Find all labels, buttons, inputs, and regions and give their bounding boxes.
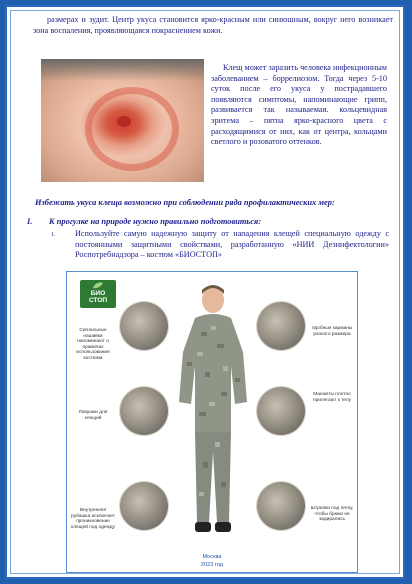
leaf-icon <box>92 282 104 289</box>
logo-line-2: СТОП <box>88 297 108 304</box>
detail-cuffs-circle <box>257 387 305 435</box>
caption-stirrups: Штрипки под пятку, чтобы брюки не задирались <box>310 506 354 523</box>
prevention-heading: Избежать укуса клеща возможно при соблюдении ряда профилактических мер: <box>35 198 335 207</box>
logo-line-1: БИО <box>90 290 106 297</box>
caption-patches: Сигнальные нашивки напоминают о правилах использования костюма <box>76 328 110 361</box>
detail-pockets-circle <box>257 302 305 350</box>
caption-pockets: Удобные карманы разного размера <box>311 326 353 337</box>
list-item-1 <box>27 217 397 228</box>
caption-inner-shirt: Внутренняя рубашка исключает проникновение клещей под одежду <box>71 508 115 530</box>
city-label: Москва <box>202 554 222 560</box>
borreliosis-paragraph: Клещ может заразить человека инфекционным заболеванием – боррелиозом. Тогда через 5-10 суток после его укуса у пострадавшего появляются симптомы, напоминающие грипп, развивается так называемая. кольцевидная эритема – пятна ярко-красного цвета с расходящимися от них, как от центра, кольцами светлого и розоватого оттенков. <box>211 63 387 147</box>
erythema-photo <box>41 59 204 182</box>
caption-traps: Ловушки для клещей <box>78 410 108 421</box>
document-page <box>5 5 405 579</box>
erythema-ring <box>85 87 179 171</box>
bite-center <box>117 116 131 127</box>
caption-cuffs: Манжеты плотно прилегают к телу <box>312 392 352 403</box>
sublist-item-1-number: 1. <box>51 232 56 238</box>
biostop-logo <box>80 280 116 308</box>
man-in-suit-illustration <box>165 282 261 550</box>
detail-stirrups-circle <box>257 482 305 530</box>
intro-paragraph: размерах и зудит. Центр укуса становится ярко-красным или синюшным, вокруг него возникает зона воспаления, проявляющаяся покраснением кожи. <box>33 15 393 35</box>
detail-inner-shirt-circle <box>120 482 168 530</box>
detail-trap-circle <box>120 387 168 435</box>
list-item-1-text: К прогулке на природе нужно правильно подготовиться: <box>49 217 262 226</box>
detail-patch-circle <box>120 302 168 350</box>
list-item-1-number: I. <box>27 217 33 226</box>
sublist-item-1-text: Используйте самую надежную защиту от нападения клещей специальную одежду с постоянными защитными свойствами, разработанную «НИИ Дезинфектологии» Роспотребнадзора – костюм «БИОСТОП» <box>75 229 389 260</box>
year-label: 2023 год <box>200 562 224 568</box>
biostop-infographic <box>66 271 358 573</box>
